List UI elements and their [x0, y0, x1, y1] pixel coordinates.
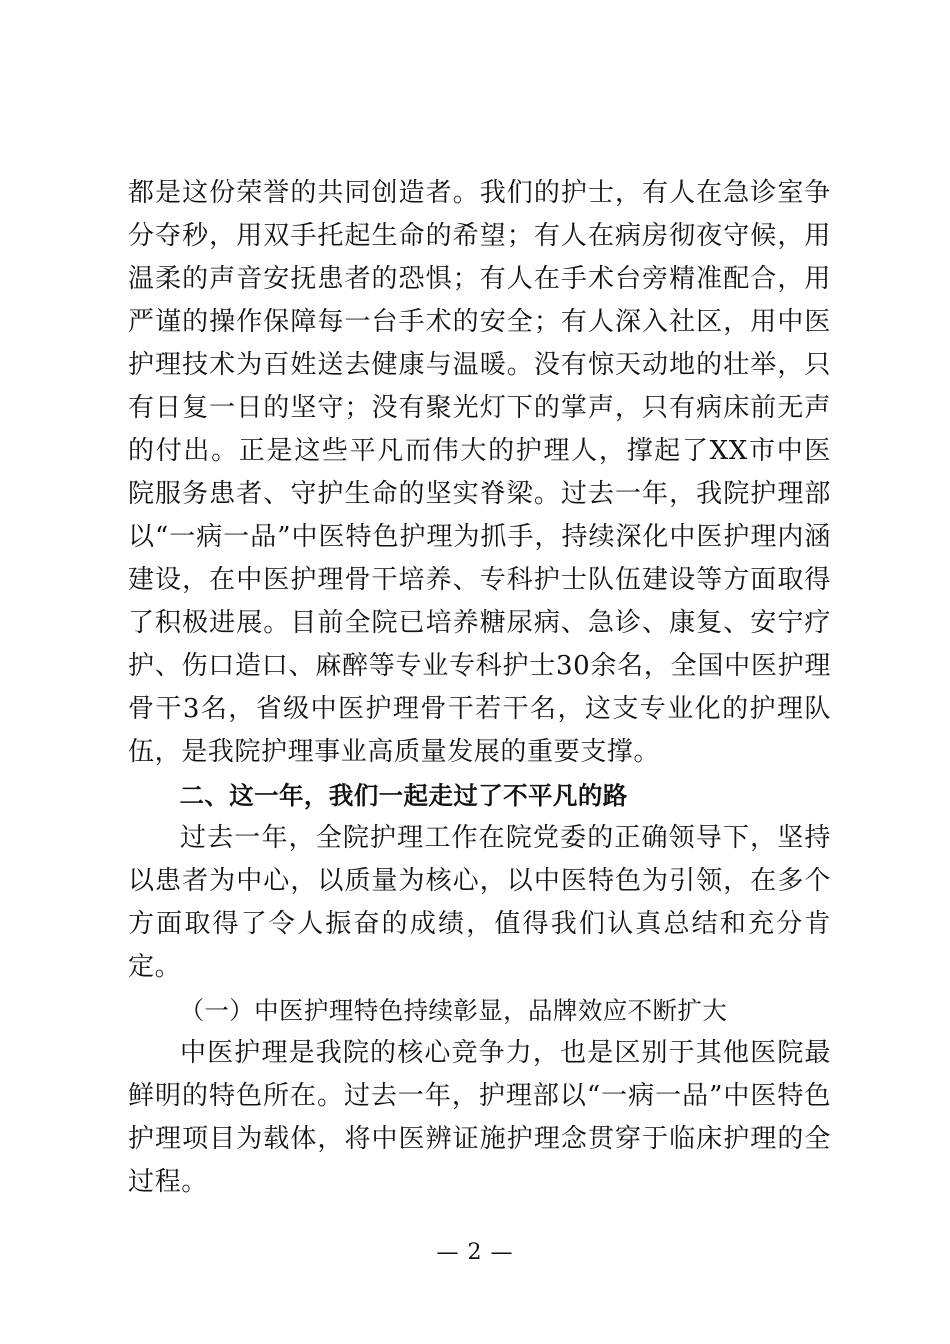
- document-body: [128, 172, 831, 1204]
- subsection-heading: （一）中医护理特色持续彰显，品牌效应不断扩大: [179, 996, 728, 1025]
- paragraph-body: 中医护理是我院的核心竞争力，也是区别于其他医院最鲜明的特色所在。过去一年，护理部以“一病一品”中医特色护理项目为载体，将中医辨证施护理念贯穿于临床护理的全过程。: [128, 1038, 831, 1197]
- paragraph-intro: 过去一年，全院护理工作在院党委的正确领导下，坚持以患者为中心，以质量为核心，以中医特色为引领，在多个方面取得了令人振奋的成绩，值得我们认真总结和充分肯定。: [128, 823, 831, 982]
- page-number: — 2 —: [436, 1240, 514, 1265]
- paragraph-continuation: 都是这份荣誉的共同创造者。我们的护士，有人在急诊室争分夺秒，用双手托起生命的希望；有人在病房彻夜守候，用温柔的声音安抚患者的恐惧；有人在手术台旁精准配合，用严谨的操作保障每一台手术的安全；有人深入社区，用中医护理技术为百姓送去健康与温暖。没有惊天动地的壮举，只有日复一日的坚守；没有聚光灯下的掌声，只有病床前无声的付出。正是这些平凡而伟大的护理人，撑起了XX市中医院服务患者、守护生命的坚实脊梁。过去一年，我院护理部以“一病一品”中医特色护理为抓手，持续深化中医护理内涵建设，在中医护理骨干培养、专科护士队伍建设等方面取得了积极进展。目前全院已培养糖尿病、急诊、康复、安宁疗护、伤口造口、麻醉等专业专科护士30余名，全国中医护理骨干3名，省级中医护理骨干若干名，这支专业化的护理队伍，是我院护理事业高质量发展的重要支撑。: [128, 178, 831, 767]
- section-heading: 二、这一年，我们一起走过了不平凡的路: [179, 781, 628, 810]
